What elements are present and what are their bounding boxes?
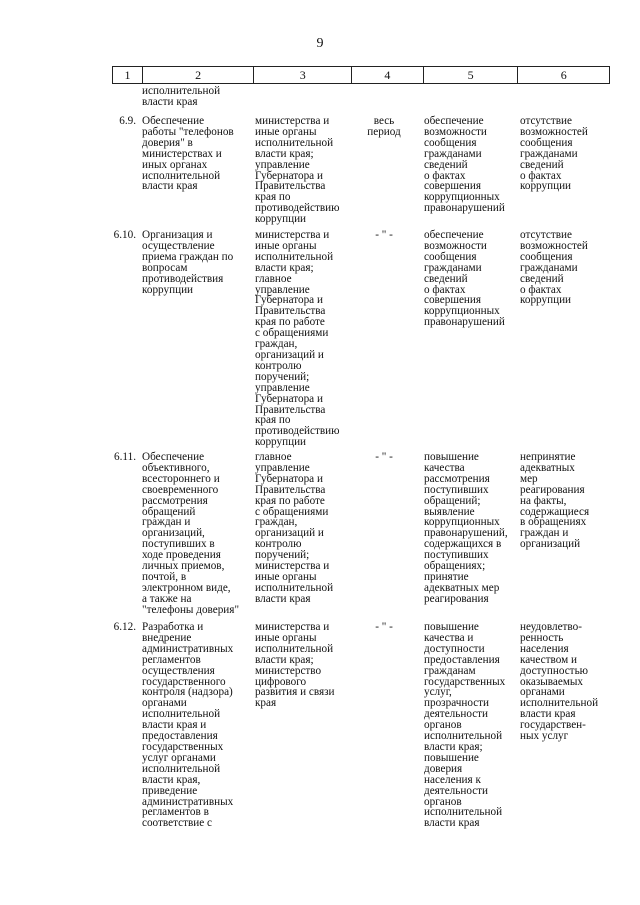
header-col-6: 6 [560, 68, 567, 82]
row-number: 6.11. [114, 451, 136, 463]
row-number: 6.12. [113, 621, 136, 633]
row-measure: Разработка и внедрение административных регламентов осуществления государственного контроля (надзора) органами исполнительной власти края и предоставления государственных услуг органами исполнительной власти края, приведение административных регламентов в соответствие с [142, 621, 234, 830]
row-term: - " - [375, 451, 393, 463]
header-col-5: 5 [424, 67, 519, 83]
header-col-3: 3 [254, 67, 352, 83]
row-number: 6.10. [113, 229, 136, 241]
row-result: обеспечение возможности сообщения гражданами сведений о фактах совершения коррупционных правонарушений [424, 115, 505, 215]
header-col-1: 1 [113, 67, 143, 83]
row-number: 6.9. [119, 115, 136, 127]
row-measure: Организация и осуществление приема граждан по вопросам противодействия коррупции [142, 229, 234, 296]
row-indicator: отсутствие возможностей сообщения гражданами сведений о фактах коррупции [520, 115, 588, 193]
row-term: - " - [375, 621, 393, 633]
page-number: 9 [316, 36, 324, 51]
row-indicator: непринятие адекватных мер реагирования на факты, содержащиеся в обращениях граждан и организаций [520, 451, 590, 551]
table-header [112, 66, 610, 84]
row-result: повышение качества и доступности предоставления гражданам государственных услуг, прозрачности деятельности органов исполнительной власти края; повышение доверия населения к деятельности органов исполнительной власти края [424, 621, 506, 830]
continuation-text: исполнительной власти края [142, 85, 221, 108]
row-term: - " - [375, 229, 393, 241]
row-indicator: неудовлетво- ренность населения качеством и доступностью оказываемых органами исполнительной власти края государствен- ных услуг [520, 621, 599, 743]
row-measure: Обеспечение работы "телефонов доверия" в министерствах и иных органах исполнительной власти края [142, 115, 234, 193]
row-term: весь период [367, 115, 401, 138]
header-col-2: 2 [143, 67, 255, 83]
row-executor: министерства и иные органы исполнительной власти края; главное управление Губернатора и Правительства края по работе с обращениями граждан, организаций и контролю поручений; управление Губернатора и Правительства края по противодействию коррупции [255, 229, 340, 449]
row-measure: Обеспечение объективного, всестороннего и своевременного рассмотрения обращений граждан и организаций, поступивших в ходе проведения личных приемов, почтой, в электронном виде, а также на "телефоны доверия" [142, 451, 240, 616]
header-col-4: 4 [352, 67, 424, 83]
row-executor: министерства и иные органы исполнительной власти края; управление Губернатора и Правительства края по противодействию коррупции [255, 115, 340, 226]
row-result: повышение качества рассмотрения поступивших обращений; выявление коррупционных правонарушений, содержащихся в поступивших обращениях; принятие адекватных мер реагирования [424, 451, 508, 605]
row-result: обеспечение возможности сообщения гражданами сведений о фактах совершения коррупционных правонарушений [424, 229, 505, 329]
row-executor: главное управление Губернатора и Правительства края по работе с обращениями граждан, организаций и контролю поручений; министерства и иные органы исполнительной власти края [255, 451, 334, 605]
row-indicator: отсутствие возможностей сообщения гражданами сведений о фактах коррупции [520, 229, 588, 307]
row-executor: министерства и иные органы исполнительной власти края; министерство цифрового развития и связи края [255, 621, 335, 710]
